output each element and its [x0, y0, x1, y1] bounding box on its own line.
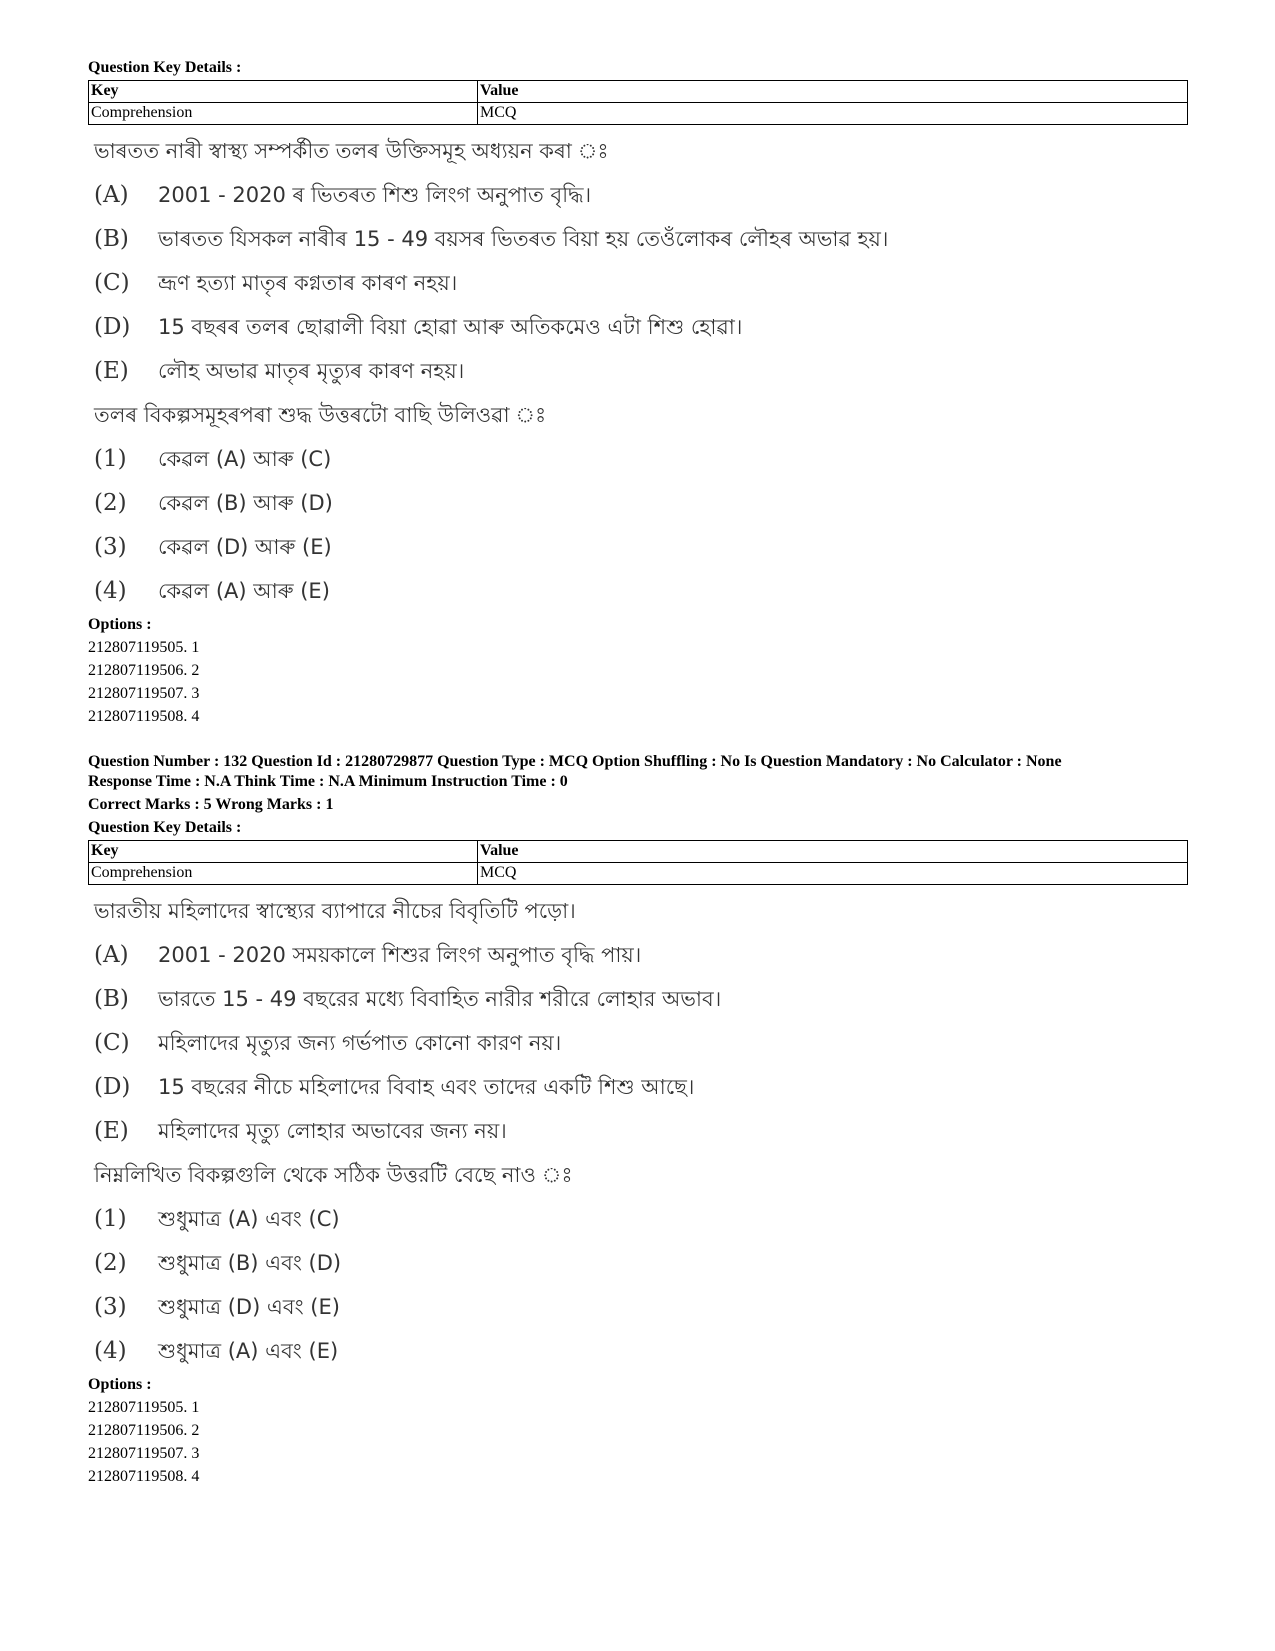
statement-item: [94, 1065, 1188, 1109]
statement-item: [94, 261, 1188, 305]
choice-label: (3): [94, 1294, 127, 1320]
statement-text: মহিলাদের মৃত্যুর জন্য গর্ভপাত কোনো কারণ নয়।: [158, 1031, 562, 1055]
marks-line: Correct Marks : 5 Wrong Marks : 1: [88, 796, 334, 813]
question-image-text: [94, 889, 1188, 1373]
statement-label: (D): [94, 314, 131, 340]
statement-text: ভাৰতত যিসকল নাৰীৰ 15 - 49 বয়সৰ ভিতৰত বিয়া হয় তেওঁলোকৰ লৌহৰ অভাৱ হয়।: [158, 227, 889, 251]
option-item: 212807119507. 3: [88, 1445, 200, 1462]
statement-label: (E): [94, 358, 129, 384]
choice-text: শুধুমাত্র (D) এবং (E): [158, 1295, 340, 1319]
option-item: 212807119508. 4: [88, 708, 200, 725]
table-header-value: Value: [478, 841, 1188, 863]
key-details-label: Question Key Details :: [88, 819, 242, 836]
question-header-line-2: Response Time : N.A Think Time : N.A Minimum Instruction Time : 0: [88, 773, 568, 790]
choose-instruction: নিম্নলিখিত বিকল্পগুলি থেকে সঠিক উত্তরটি বেছে নাও ঃ: [94, 1163, 573, 1187]
statement-label: (A): [94, 942, 129, 968]
choice-label: (3): [94, 534, 127, 560]
statement-label: (E): [94, 1118, 129, 1144]
statement-text: 15 বছৰৰ তলৰ ছোৱালী বিয়া হোৱা আৰু অতিকমেও এটা শিশু হোৱা।: [158, 315, 743, 339]
statement-item: [94, 1109, 1188, 1153]
choice-item: [94, 1285, 1188, 1329]
choice-text: কেৱল (A) আৰু (E): [158, 579, 330, 603]
question-header-line-1: Question Number : 132 Question Id : 21280729877 Question Type : MCQ Option Shuffling : No Is Question Mandatory : No Calculator : None: [88, 753, 1062, 770]
statement-label: (C): [94, 1030, 130, 1056]
choice-text: কেৱল (B) আৰু (D): [158, 491, 333, 515]
choice-item: [94, 481, 1188, 525]
options-label: Options :: [88, 616, 152, 633]
table-header-value: Value: [478, 81, 1188, 103]
statement-item: [94, 1021, 1188, 1065]
option-item: 212807119508. 4: [88, 1468, 200, 1485]
choice-item: [94, 525, 1188, 569]
options-list: [88, 1373, 1188, 1488]
key-details-label: Question Key Details :: [88, 59, 242, 76]
choice-label: (2): [94, 490, 127, 516]
question-intro: ভাৰতত নাৰী স্বাস্থ্য সম্পৰ্কীত তলৰ উক্তিসমূহ অধ্যয়ন কৰা ঃ: [94, 139, 609, 163]
statement-item: [94, 305, 1188, 349]
block-spacer: [88, 728, 1188, 752]
table-cell-key: Comprehension: [89, 863, 478, 885]
choice-item: [94, 1329, 1188, 1373]
choice-item: [94, 569, 1188, 613]
question-block-1: [88, 58, 1188, 728]
option-item: 212807119506. 2: [88, 1422, 200, 1439]
option-item: 212807119506. 2: [88, 662, 200, 679]
question-block-2: [88, 752, 1188, 1488]
table-header-key: Key: [89, 841, 478, 863]
key-details-table: [88, 80, 1188, 125]
option-item: 212807119505. 1: [88, 1399, 200, 1416]
statement-text: 15 বছরের নীচে মহিলাদের বিবাহ এবং তাদের একটি শিশু আছে।: [158, 1075, 695, 1099]
question-image-text: [94, 129, 1188, 613]
choice-label: (1): [94, 1206, 127, 1232]
table-row: [89, 103, 1188, 125]
choice-item: [94, 1197, 1188, 1241]
option-item: 212807119507. 3: [88, 685, 200, 702]
table-header-row: [89, 841, 1188, 863]
statement-item: [94, 933, 1188, 977]
options-label: Options :: [88, 1376, 152, 1393]
statement-label: (C): [94, 270, 130, 296]
statement-label: (D): [94, 1074, 131, 1100]
choice-item: [94, 437, 1188, 481]
question-intro: ভারতীয় মহিলাদের স্বাস্থ্যের ব্যাপারে নীচের বিবৃতিটি পড়ো।: [94, 899, 576, 923]
choice-label: (4): [94, 578, 127, 604]
key-details-table: [88, 840, 1188, 885]
table-header-row: [89, 81, 1188, 103]
choice-item: [94, 1241, 1188, 1285]
statement-item: [94, 217, 1188, 261]
statement-text: ভারতে 15 - 49 বছরের মধ্যে বিবাহিত নারীর শরীরে লোহার অভাব।: [158, 987, 722, 1011]
statement-label: (A): [94, 182, 129, 208]
table-cell-key: Comprehension: [89, 103, 478, 125]
options-list: [88, 613, 1188, 728]
statement-text: লৌহ অভাৱ মাতৃৰ মৃত্যুৰ কাৰণ নহয়।: [158, 359, 465, 383]
choice-text: শুধুমাত্র (A) এবং (C): [158, 1207, 340, 1231]
table-cell-value: MCQ: [478, 103, 1188, 125]
statement-text: 2001 - 2020 ৰ ভিতৰত শিশু লিংগ অনুপাত বৃদ্ধি।: [158, 183, 592, 207]
statement-label: (B): [94, 986, 129, 1012]
choice-text: শুধুমাত্র (B) এবং (D): [158, 1251, 342, 1275]
statement-label: (B): [94, 226, 129, 252]
statement-text: মহিলাদের মৃত্যু লোহার অভাবের জন্য নয়।: [158, 1119, 507, 1143]
statement-text: 2001 - 2020 সময়কালে শিশুর লিংগ অনুপাত বৃদ্ধি পায়।: [158, 943, 642, 967]
choose-instruction: তলৰ বিকল্পসমূহৰপৰা শুদ্ধ উত্তৰটো বাছি উলিওৱা ঃ: [94, 403, 547, 427]
choice-label: (1): [94, 446, 127, 472]
table-header-key: Key: [89, 81, 478, 103]
table-row: [89, 863, 1188, 885]
choice-text: শুধুমাত্র (A) এবং (E): [158, 1339, 339, 1363]
statement-text: ভ্ৰূণ হত্যা মাতৃৰ কগ্নতাৰ কাৰণ নহয়।: [158, 271, 458, 295]
statement-item: [94, 173, 1188, 217]
statement-item: [94, 977, 1188, 1021]
statement-item: [94, 349, 1188, 393]
table-cell-value: MCQ: [478, 863, 1188, 885]
choice-text: কেৱল (A) আৰু (C): [158, 447, 332, 471]
question-page: [88, 58, 1188, 1488]
choice-label: (2): [94, 1250, 127, 1276]
option-item: 212807119505. 1: [88, 639, 200, 656]
choice-label: (4): [94, 1338, 127, 1364]
choice-text: কেৱল (D) আৰু (E): [158, 535, 332, 559]
